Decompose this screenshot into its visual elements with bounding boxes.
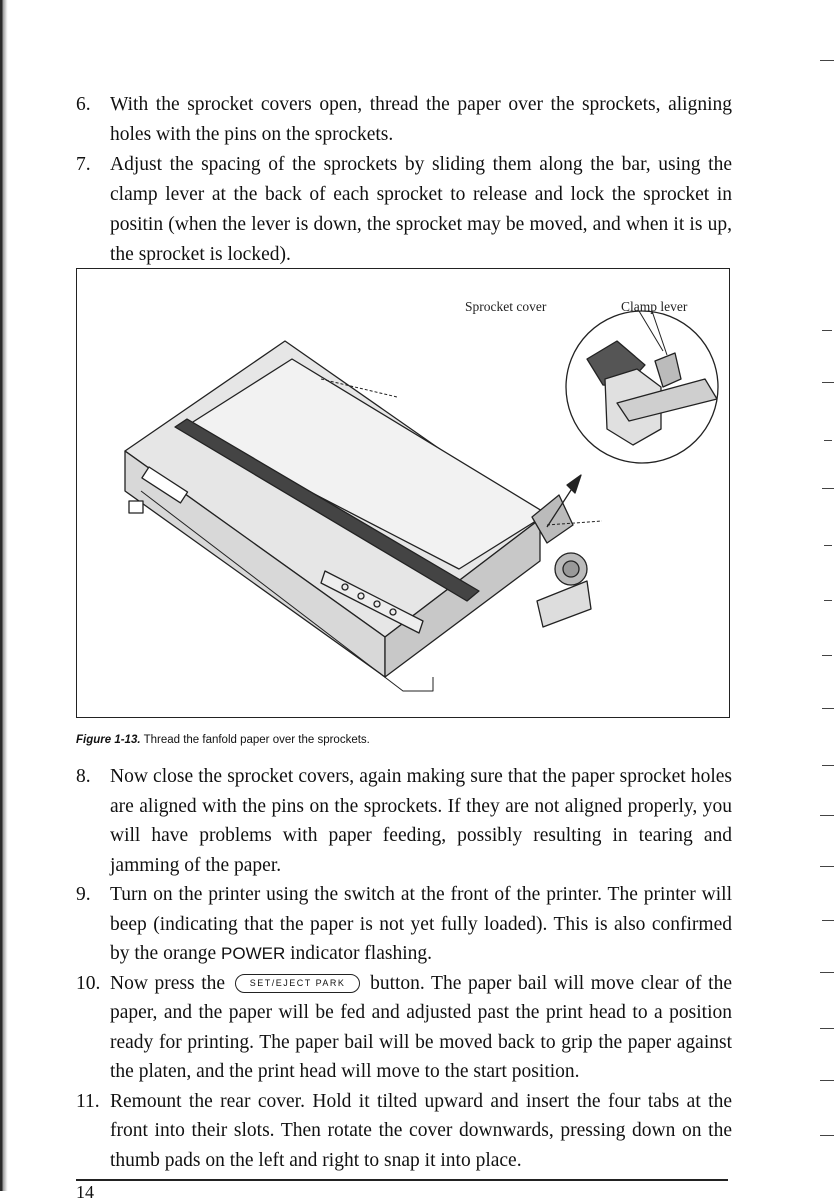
instruction-list-bottom bbox=[76, 762, 732, 1175]
step-text: indicator flashing. bbox=[290, 943, 433, 964]
step-number: 10. bbox=[76, 972, 101, 994]
step-9 bbox=[76, 880, 732, 969]
step-text: Turn on the printer using the switch at the front of the printer. The printer will beep (indicating that the paper is not yet fully loaded). This is also confirmed by the orange bbox=[110, 884, 732, 964]
caption-label: Figure 1-13. bbox=[76, 734, 141, 746]
step-text: Remount the rear cover. Hold it tilted upward and insert the four tabs at the front into their slots. Then rotate the cover downwards, pressing down on the thumb pads on the left and right to snap it into place. bbox=[110, 1090, 732, 1171]
figure-caption bbox=[76, 734, 370, 746]
callout-sprocket-cover: Sprocket cover bbox=[465, 299, 547, 314]
scan-left-edge bbox=[0, 0, 8, 1191]
figure-frame bbox=[76, 268, 730, 718]
step-number: 8. bbox=[76, 766, 91, 787]
step-text: With the sprocket covers open, thread the paper over the sprockets, aligning holes with the pins on the sprockets. bbox=[110, 94, 732, 145]
step-7 bbox=[76, 150, 732, 270]
step-11 bbox=[76, 1087, 732, 1176]
printer-illustration bbox=[77, 269, 731, 719]
step-6 bbox=[76, 90, 732, 150]
power-switch bbox=[129, 501, 143, 513]
callout-clamp-lever: Clamp lever bbox=[621, 299, 688, 314]
set-eject-park-button-glyph: SET/EJECT PARK bbox=[235, 974, 361, 993]
step-number: 9. bbox=[76, 884, 91, 905]
caption-text: Thread the fanfold paper over the sprockets. bbox=[143, 734, 370, 746]
step-text: Adjust the spacing of the sprockets by sliding them along the bar, using the clamp lever at the back of each sprocket to release and lock the sprocket in positin (when the lever is down, the sprocket may be moved, and when it is up, the sprocket is locked). bbox=[110, 154, 732, 265]
step-number: 11. bbox=[76, 1090, 100, 1112]
page-number: 14 bbox=[76, 1182, 94, 1202]
scan-right-edge-marks bbox=[800, 0, 840, 1191]
power-indicator-label: POWER bbox=[221, 944, 286, 963]
footer-rule bbox=[76, 1179, 728, 1181]
step-8 bbox=[76, 762, 732, 880]
step-number: 7. bbox=[76, 154, 91, 175]
instruction-list-top bbox=[76, 90, 732, 270]
step-number: 6. bbox=[76, 94, 91, 115]
step-text: Now press the bbox=[110, 972, 226, 994]
step-text: button. The paper bail will move clear of the paper, and the paper will be fed and adjusted past the print head to a position ready for printing. The paper bail will be moved back to grip the paper against the platen, and the print head will move to the start position. bbox=[110, 972, 732, 1082]
step-text: Now close the sprocket covers, again making sure that the paper sprocket holes are aligned with the pins on the sprockets. If they are not aligned properly, you will have problems with paper feeding, possibly resulting in tearing and jamming of the paper. bbox=[110, 766, 732, 876]
step-10 bbox=[76, 969, 732, 1087]
rear-connector bbox=[537, 581, 591, 627]
